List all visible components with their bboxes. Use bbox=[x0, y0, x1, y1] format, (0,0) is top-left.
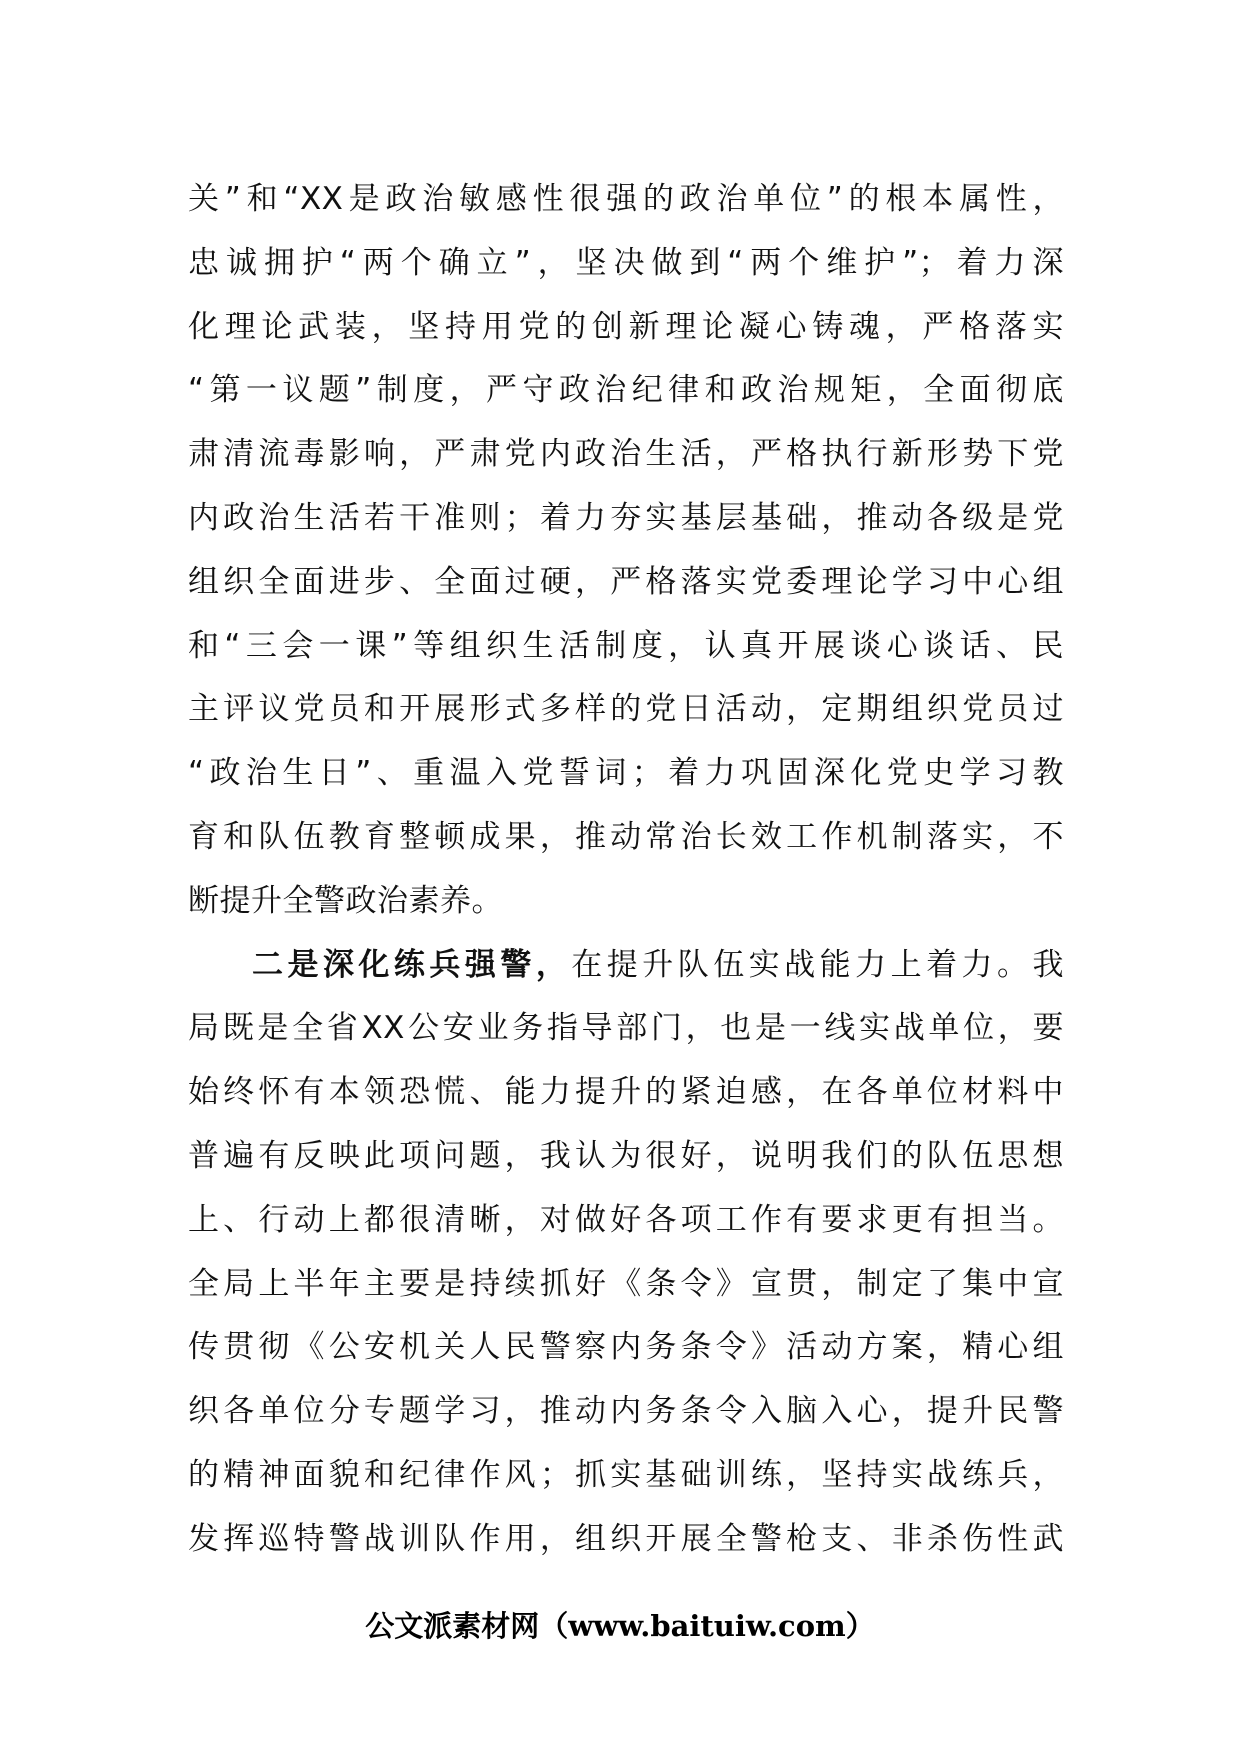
text-line: 全局上半年主要是持续抓好《条令》宣贯，制定了集中宣 bbox=[188, 1265, 1064, 1302]
text-line: 忠诚拥护“两个确立”，坚决做到“两个维护”；着力深 bbox=[188, 244, 1064, 281]
text-line: 的精神面貌和纪律作风；抓实基础训练，坚持实战练兵， bbox=[188, 1456, 1064, 1493]
text-line: 局既是全省XX公安业务指导部门，也是一线实战单位，要 bbox=[188, 1010, 1064, 1047]
text-line: 和“三会一课”等组织生活制度，认真开展谈心谈话、民 bbox=[188, 627, 1064, 664]
text-line: 断提升全警政治素养。 bbox=[188, 882, 503, 919]
text-line: 发挥巡特警战训队作用，组织开展全警枪支、非杀伤性武 bbox=[188, 1520, 1064, 1557]
text-line: 组织全面进步、全面过硬，严格落实党委理论学习中心组 bbox=[188, 563, 1064, 600]
text-line: 主评议党员和开展形式多样的党日活动，定期组织党员过 bbox=[188, 691, 1064, 728]
text-line: 始终怀有本领恐慌、能力提升的紧迫感，在各单位材料中 bbox=[188, 1074, 1064, 1111]
text-line: 肃清流毒影响，严肃党内政治生活，严格执行新形势下党 bbox=[188, 436, 1064, 473]
text-line: 传贯彻《公安机关人民警察内务条令》活动方案，精心组 bbox=[188, 1329, 1064, 1366]
text-line: 内政治生活若干准则；着力夯实基层基础，推动各级是党 bbox=[188, 499, 1064, 536]
text-line: 育和队伍教育整顿成果，推动常治长效工作机制落实，不 bbox=[188, 818, 1064, 855]
footer-watermark: 公文派素材网（www.baituiw.com） bbox=[365, 1609, 875, 1643]
text-line: “政治生日”、重温入党誓词；着力巩固深化党史学习教 bbox=[188, 755, 1064, 792]
text-line: 普遍有反映此项问题，我认为很好，说明我们的队伍思想 bbox=[188, 1137, 1064, 1174]
document-body bbox=[188, 168, 1064, 1572]
section-heading-line bbox=[188, 934, 1064, 998]
text-line: 化理论武装，坚持用党的创新理论凝心铸魂，严格落实 bbox=[188, 308, 1064, 345]
text-line: “第一议题”制度，严守政治纪律和政治规矩，全面彻底 bbox=[188, 372, 1064, 409]
section-heading-rest: 在提升队伍实战能力上着力。我 bbox=[571, 946, 1064, 983]
text-line: 上、行动上都很清晰，对做好各项工作有要求更有担当。 bbox=[188, 1201, 1064, 1238]
text-line: 织各单位分专题学习，推动内务条令入脑入心，提升民警 bbox=[188, 1393, 1064, 1430]
text-line: 关”和“XX是政治敏感性很强的政治单位”的根本属性， bbox=[188, 181, 1064, 217]
section-heading: 二是深化练兵强警， bbox=[252, 946, 572, 983]
